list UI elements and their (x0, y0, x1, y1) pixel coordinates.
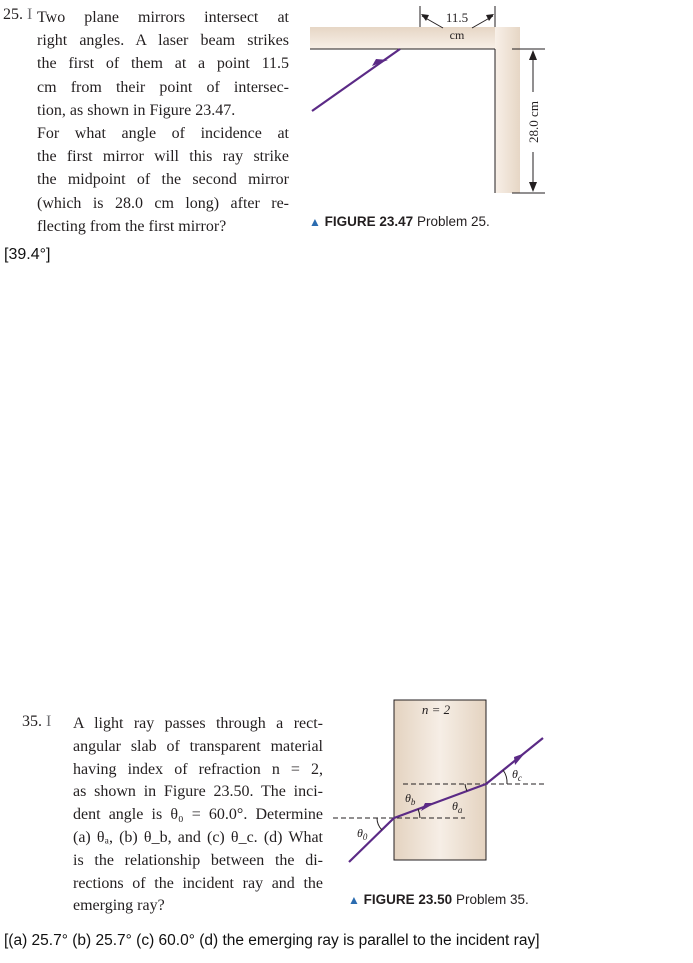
first-mirror (310, 27, 520, 49)
beam-arrowhead-icon (372, 59, 388, 66)
glass-slab (394, 700, 486, 860)
text-line: right angles. A laser beam strikes (37, 32, 289, 50)
label-cm: cm (449, 28, 465, 42)
laser-beam (312, 49, 400, 111)
label-thetaa: $\theta_a$ (452, 799, 463, 815)
separator-bar: I (46, 713, 52, 730)
second-mirror (495, 27, 520, 193)
text-line: the first mirror will this ray strike (37, 148, 289, 166)
text-line: is the relationship between the di- (73, 851, 323, 869)
arrowhead-icon (486, 14, 494, 21)
text-line: rections of the incident ray and the (73, 874, 323, 892)
problem-25-answer: [39.4°] (4, 246, 51, 263)
text-line: as shown in Figure 23.50. The inci- (73, 783, 323, 801)
text-line: the first of them at a point 11.5 (37, 55, 289, 73)
text-line: A light ray passes through a rect- (73, 715, 323, 732)
separator-bar: I (27, 6, 33, 23)
text-line: tion, as shown in Figure 23.47. (37, 101, 236, 119)
text-line: (which is 28.0 cm long) after re- (37, 194, 289, 212)
text-line: (a) θₐ, (b) θ_b, and (c) θ_c. (d) What (73, 828, 323, 846)
text-line: emerging ray? (73, 897, 165, 915)
label-theta0: $\theta_0$ (357, 826, 368, 842)
arc-thetac (503, 770, 507, 784)
problem-35-text (73, 713, 323, 918)
text-line: Two plane mirrors intersect at (37, 9, 289, 26)
triangle-icon: ▲ (348, 893, 360, 907)
text-line: For what angle of incidence at (37, 125, 289, 143)
label-thetac: $\theta_c$ (512, 767, 522, 783)
label-11-5: 11.5 (445, 10, 469, 25)
problem-25-number: 25. I (3, 6, 33, 23)
label-thetab: $\theta_b$ (405, 791, 416, 807)
problem-35-answer: [(a) 25.7° (b) 25.7° (c) 60.0° (d) the emerging ray is parallel to the incident ray] (4, 932, 540, 949)
text-line: angular slab of transparent material (73, 737, 323, 755)
figure-23-47-caption: ▲ FIGURE 23.47 Problem 25. (309, 214, 490, 229)
arrowhead-icon (529, 50, 537, 60)
label-28-cm: 28.0 cm (526, 101, 541, 143)
problem-25-text (37, 6, 289, 238)
arrowhead-icon (529, 182, 537, 192)
incident-ray (349, 818, 394, 862)
arc-theta0 (377, 818, 382, 830)
figure-23-50 (325, 690, 560, 875)
figure-23-47 (300, 0, 560, 215)
text-line: flecting from the first mirror? (37, 217, 227, 235)
ray-arrowhead-icon (514, 753, 525, 765)
triangle-icon: ▲ (309, 215, 321, 229)
label-n-2: n = 2 (421, 702, 451, 717)
figure-23-50-caption: ▲ FIGURE 23.50 Problem 35. (348, 892, 529, 907)
text-line: dent angle is θ₀ = 60.0°. Determine (73, 806, 323, 824)
text-line: the midpoint of the second mirror (37, 171, 289, 189)
text-line: cm from their point of intersec- (37, 78, 289, 96)
text-line: having index of refraction n = 2, (73, 760, 323, 778)
problem-35-number: 35. I (22, 713, 52, 730)
arrowhead-icon (421, 14, 429, 21)
